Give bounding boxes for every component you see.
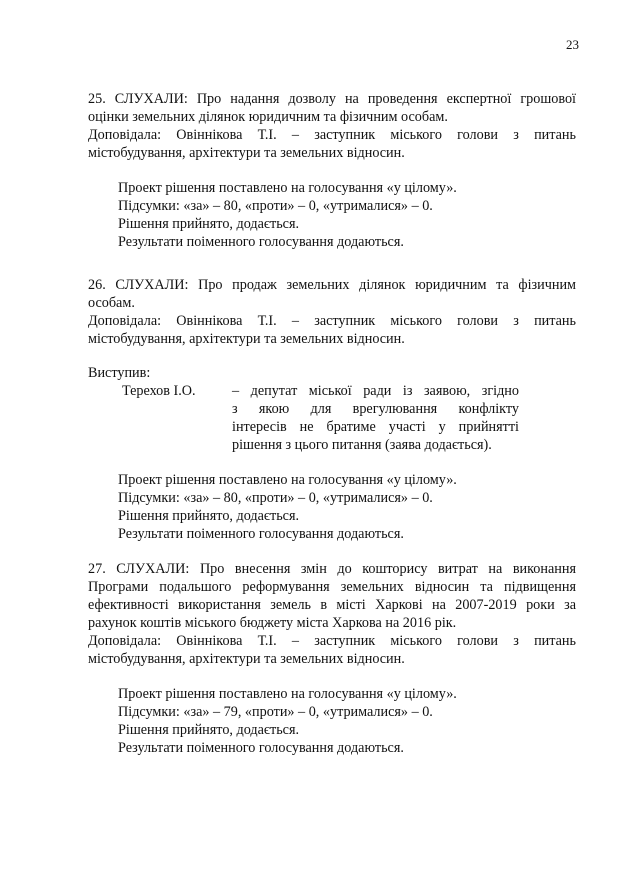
heard-label: 27. СЛУХАЛИ: — [88, 561, 190, 577]
item-topic-line-4: рахунок коштів міського бюджету міста Харкова на 2016 рік. — [88, 615, 457, 631]
item-topic-line-1: 27. СЛУХАЛИ: Про внесення змін до кошторису витрат на виконання — [88, 561, 577, 577]
agenda-item-25 — [88, 90, 576, 251]
vote-project: Проект рішення поставлено на голосування «у цілому». — [118, 686, 457, 702]
vote-block — [88, 471, 576, 543]
agenda-item-27 — [88, 560, 576, 757]
heard-label: 26. СЛУХАЛИ: — [88, 277, 189, 293]
item-topic-line-3: ефективності використання земель в місті Харкові на 2007-2019 роки за — [88, 597, 576, 613]
vote-roll-call: Результати поіменного голосування додаються. — [118, 740, 404, 756]
speakers-label: Виступив: — [88, 365, 151, 381]
item-topic-line-2: Програми подальшого реформування земельних відносин та підвищення — [88, 579, 576, 595]
vote-decision: Рішення прийнято, додається. — [118, 216, 300, 232]
reporter-line-1: Доповідала: Овіннікова Т.І. – заступник міського голови з питань — [88, 127, 576, 143]
vote-decision: Рішення прийнято, додається. — [118, 722, 300, 738]
vote-roll-call: Результати поіменного голосування додаються. — [118, 526, 404, 542]
vote-results: Підсумки: «за» – 79, «проти» – 0, «утрималися» – 0. — [118, 704, 433, 720]
vote-project: Проект рішення поставлено на голосування «у цілому». — [118, 180, 457, 196]
vote-results: Підсумки: «за» – 80, «проти» – 0, «утрималися» – 0. — [118, 198, 433, 214]
reporter-line-1: Доповідала: Овіннікова Т.І. – заступник міського голови з питань — [88, 633, 576, 649]
vote-block — [88, 685, 576, 757]
heard-label: 25. СЛУХАЛИ: — [88, 91, 188, 107]
speaker-statement — [232, 382, 519, 454]
speaker-name: Терехов І.О. — [122, 383, 196, 399]
speaker-text-line: інтересів не братиме участі у прийнятті — [232, 419, 519, 435]
speakers-block — [88, 364, 576, 454]
item-topic-line-1: 26. СЛУХАЛИ: Про продаж земельних ділянок юридичним та фізичним — [88, 277, 577, 293]
vote-block — [88, 179, 576, 251]
speaker-row — [122, 382, 576, 454]
item-topic-line-2: особам. — [88, 295, 135, 311]
item-topic-line-1: 25. СЛУХАЛИ: Про надання дозволу на проведення експертної грошової — [88, 91, 576, 107]
speaker-text-line: з якою для врегулювання конфлікту — [232, 401, 519, 417]
speaker-text-line: – депутат міської ради із заявою, згідно — [232, 383, 519, 399]
vote-decision: Рішення прийнято, додається. — [118, 508, 300, 524]
page-number: 23 — [566, 37, 579, 52]
reporter-line-1: Доповідала: Овіннікова Т.І. – заступник міського голови з питань — [88, 313, 576, 329]
speaker-text-line: рішення з цього питання (заява додається). — [232, 437, 492, 453]
reporter-line-2: містобудування, архітектури та земельних відносин. — [88, 651, 405, 667]
item-topic-line-2: оцінки земельних ділянок юридичним та фізичним особам. — [88, 109, 448, 125]
vote-roll-call: Результати поіменного голосування додаються. — [118, 234, 404, 250]
reporter-line-2: містобудування, архітектури та земельних відносин. — [88, 331, 405, 347]
reporter-line-2: містобудування, архітектури та земельних відносин. — [88, 145, 405, 161]
vote-results: Підсумки: «за» – 80, «проти» – 0, «утрималися» – 0. — [118, 490, 433, 506]
agenda-item-26 — [88, 276, 576, 543]
vote-project: Проект рішення поставлено на голосування «у цілому». — [118, 472, 457, 488]
